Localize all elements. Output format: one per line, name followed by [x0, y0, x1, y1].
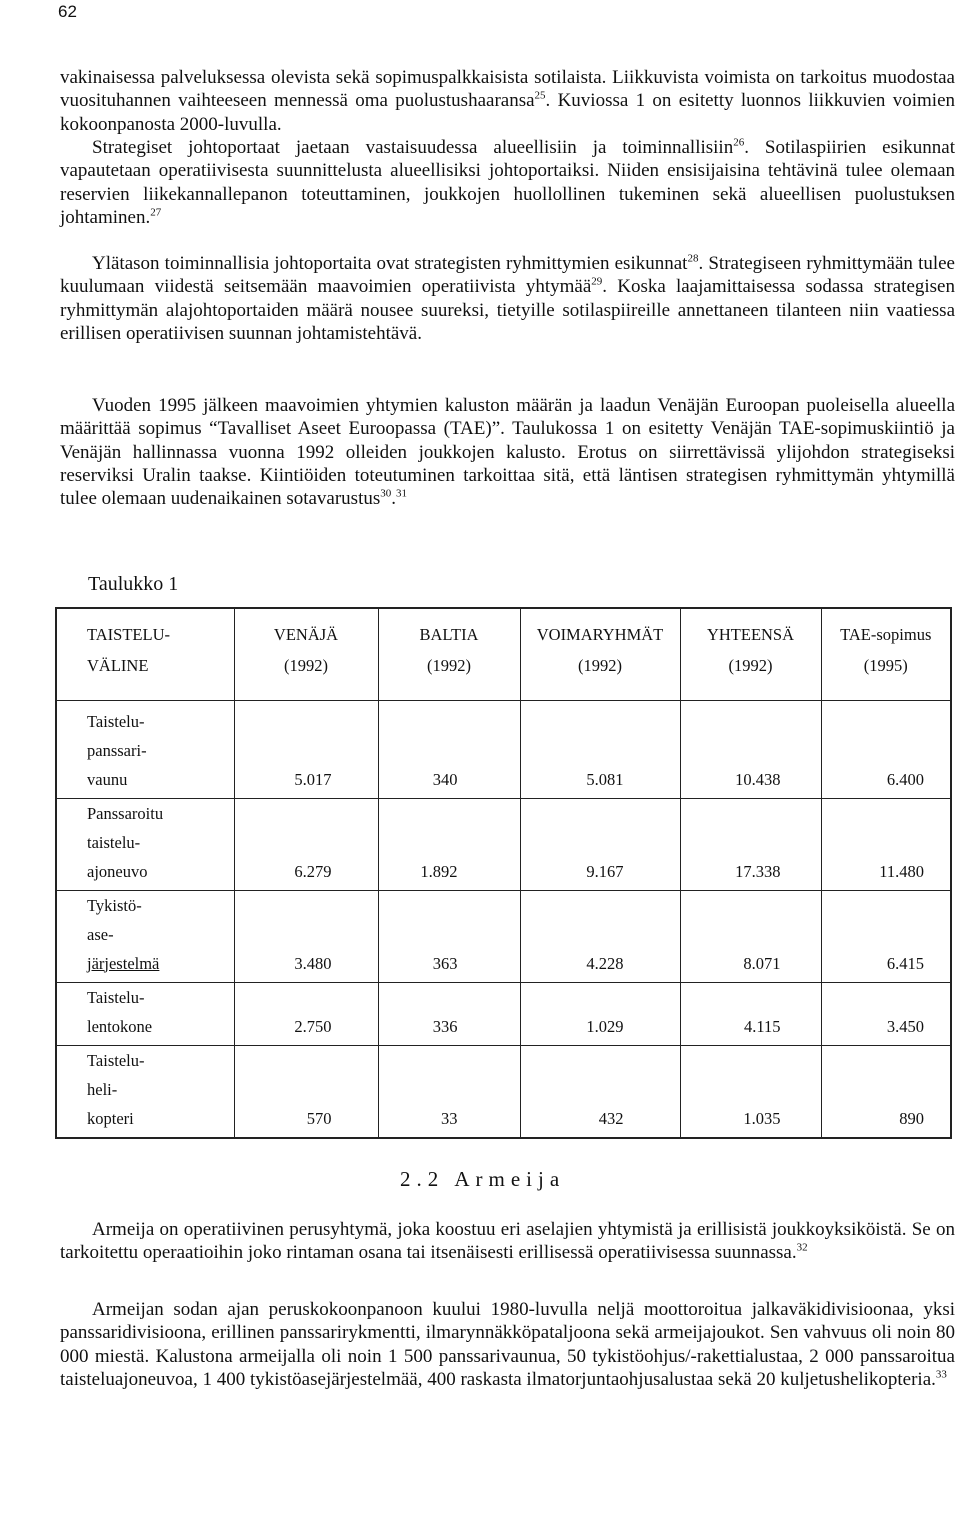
table-row — [56, 982, 951, 1045]
paragraph-5 — [60, 1218, 955, 1265]
paragraph-6 — [60, 1298, 955, 1391]
footnote-ref: 29 — [591, 275, 603, 288]
label-line: Taistelu- — [87, 987, 145, 1007]
paragraph-3 — [60, 252, 955, 345]
table-header — [378, 608, 520, 700]
table-cell: 5.017 — [234, 700, 378, 798]
table-cell: 3.450 — [821, 982, 951, 1045]
label-line: Tykistö- — [87, 895, 142, 915]
label-line: Panssaroitu — [87, 803, 164, 823]
table-cell: 5.081 — [520, 700, 680, 798]
table-header — [680, 608, 821, 700]
label-line: panssari- — [87, 740, 147, 760]
table-cell: 890 — [821, 1045, 951, 1138]
table-header — [821, 608, 951, 700]
paragraph-text: . Sotilaspiirien esikunnat vapautetaan operatiivisesta suunnittelusta alueellisiksi johtoportaiksi. Niiden ensisijaisina tehtävinä tulee olemaan reservien liikekannallepanon toteuttaminen, joukkojen huollollinen tukeminen sekä alueellisen puolustuksen johtaminen. — [60, 137, 955, 228]
label-line: taistelu- — [87, 832, 141, 852]
paragraph-4 — [60, 394, 955, 510]
table-cell: 336 — [378, 982, 520, 1045]
footnote-ref: 33 — [935, 1368, 947, 1381]
paragraph-text: Armeijan sodan ajan peruskokoonpanoon kuului 1980-luvulla neljä moottoroitua jalkaväkidivisioonaa, yksi panssaridivisioona, erillinen panssarirykmentti, ilmarynnäkköpataljoona sekä armeijajoukot. Sen vahvuus oli noin 80 000 miestä. Kalustona armeijalla oli noin 1 500 panssarivaunua, 50 tykistöohjus/-rakettialustaa, 2 000 panssaroitua taisteluajoneuvoa, 1 400 tykistöasejärjestelmää, 400 raskasta ilmatorjuntaohjusalustaa sekä 20 kuljetushelikopteria. — [60, 1299, 955, 1390]
footnote-ref: 25 — [534, 89, 546, 102]
table-header — [234, 608, 378, 700]
paragraph-text: . Kuviossa 1 on esitetty luonnos liikkuvien voimien kokoonpanosta 2000-luvulla. — [60, 90, 955, 135]
label-line: järjestelmä — [87, 953, 160, 973]
table-row — [56, 890, 951, 982]
row-label — [56, 798, 234, 890]
table-cell: 1.892 — [378, 798, 520, 890]
row-label — [56, 890, 234, 982]
label-line: kopteri — [87, 1108, 134, 1128]
paragraph-text: Armeija on operatiivinen perusyhtymä, joka koostuu eri aselajien yhtymistä ja erillisistä joukkoyksiköistä. Se on tarkoitettu operaatioihin joko rintaman osana tai itsenäisesti erillisessä operatiivisessa suunnassa. — [60, 1219, 955, 1264]
label-line: Taistelu- — [87, 1050, 145, 1070]
header-line: VÄLINE — [87, 656, 149, 675]
table-row — [56, 798, 951, 890]
table-cell: 6.400 — [821, 700, 951, 798]
header-line: TAISTELU- — [87, 625, 170, 644]
label-line: Taistelu- — [87, 711, 145, 731]
table-header — [56, 608, 234, 700]
header-line: YHTEENSÄ — [706, 625, 795, 644]
table-caption: Taulukko 1 — [88, 573, 179, 595]
table-cell: 9.167 — [520, 798, 680, 890]
paragraph-text: . Strategiseen ryhmittymään tulee kuulumaan viidestä seitsemään maavoimien operatiivista yhtymää — [60, 253, 955, 298]
footnote-ref: 32 — [796, 1241, 808, 1254]
header-line: VOIMARYHMÄT — [536, 625, 664, 644]
section-heading: 2.2 Armeija — [400, 1167, 566, 1191]
label-line: heli- — [87, 1079, 118, 1099]
row-label — [56, 1045, 234, 1138]
table-cell: 1.035 — [680, 1045, 821, 1138]
table-cell: 1.029 — [520, 982, 680, 1045]
footnote-ref: 31 — [396, 487, 408, 500]
header-line: TAE-sopimus — [840, 625, 932, 644]
table-cell: 6.279 — [234, 798, 378, 890]
footnote-ref: 28 — [687, 252, 699, 265]
row-label — [56, 700, 234, 798]
header-line: (1992) — [728, 656, 773, 675]
table-cell: 363 — [378, 890, 520, 982]
table-cell: 3.480 — [234, 890, 378, 982]
paragraph-text: Ylätason toiminnallisia johtoportaita ovat strategisten ryhmittymien esikunnat — [92, 253, 688, 274]
footnote-ref: 27 — [150, 206, 162, 219]
table-cell: 6.415 — [821, 890, 951, 982]
footnote-ref: 30 — [380, 487, 392, 500]
paragraph-text: Vuoden 1995 jälkeen maavoimien yhtymien kaluston määrän ja laadun Venäjän Euroopan puoleisella alueella määrittää sopimus “Tavalliset Aseet Euroopassa (TAE)”. Taulukossa 1 on esitetty Venäjän TAE-sopimuskiintiö ja Venäjän hallinnassa vuonna 1992 olleiden joukkojen kalusto. Erotus on siirrettävissä ylijohdon strategiseksi reserviksi Uralin taakse. Kiintiöiden toteutuminen tarkoittaa sitä, että läntisen strategisen ryhmittymän yhtymillä tulee olemaan uudenaikainen sotavarustus — [60, 395, 955, 510]
footnote-ref: 26 — [733, 136, 745, 149]
paragraph-2 — [60, 136, 955, 229]
label-line: vaunu — [87, 769, 128, 789]
table-row — [56, 700, 951, 798]
header-line: (1992) — [427, 656, 471, 675]
equipment-table — [55, 607, 952, 1139]
table-cell: 10.438 — [680, 700, 821, 798]
table-cell: 33 — [378, 1045, 520, 1138]
table-cell: 11.480 — [821, 798, 951, 890]
label-line: lentokone — [87, 1016, 153, 1036]
table-row — [56, 1045, 951, 1138]
table-cell: 4.228 — [520, 890, 680, 982]
page-number: 62 — [58, 2, 77, 21]
table-header — [520, 608, 680, 700]
paragraph-text: . Koska laajamittaisessa sodassa strategisen ryhmittymän alajohtoportaiden määrä nousee suureksi, tietyille sotilaspiireille annettaneen tilanteen niin vaatiessa erillisen operatiivisen suunnan johtamistehtävä. — [60, 276, 955, 344]
row-label — [56, 982, 234, 1045]
header-line: (1992) — [578, 656, 622, 675]
label-line: ajoneuvo — [87, 861, 148, 881]
table-cell: 2.750 — [234, 982, 378, 1045]
paragraph-text: . — [391, 488, 397, 510]
header-line: BALTIA — [419, 625, 479, 644]
paragraph-text: vakinaisessa palveluksessa olevista sekä sopimuspalkkaisista sotilaista. Liikkuvista voimista on tarkoitus muodostaa vuosituhannen vaihteeseen mennessä oma puolustushaaransa — [60, 67, 955, 112]
table-cell: 8.071 — [680, 890, 821, 982]
paragraph-1 — [60, 66, 955, 136]
header-line: (1995) — [863, 656, 908, 675]
header-line: (1992) — [284, 656, 328, 675]
table-cell: 570 — [234, 1045, 378, 1138]
table-header-row — [56, 608, 951, 700]
table-cell: 432 — [520, 1045, 680, 1138]
label-line: ase- — [87, 924, 114, 944]
table-cell: 4.115 — [680, 982, 821, 1045]
table-cell: 17.338 — [680, 798, 821, 890]
header-line: VENÄJÄ — [273, 625, 339, 644]
paragraph-text: Strategiset johtoportaat jaetaan vastaisuudessa alueellisiin ja toiminnallisiin — [92, 137, 734, 158]
table-cell: 340 — [378, 700, 520, 798]
